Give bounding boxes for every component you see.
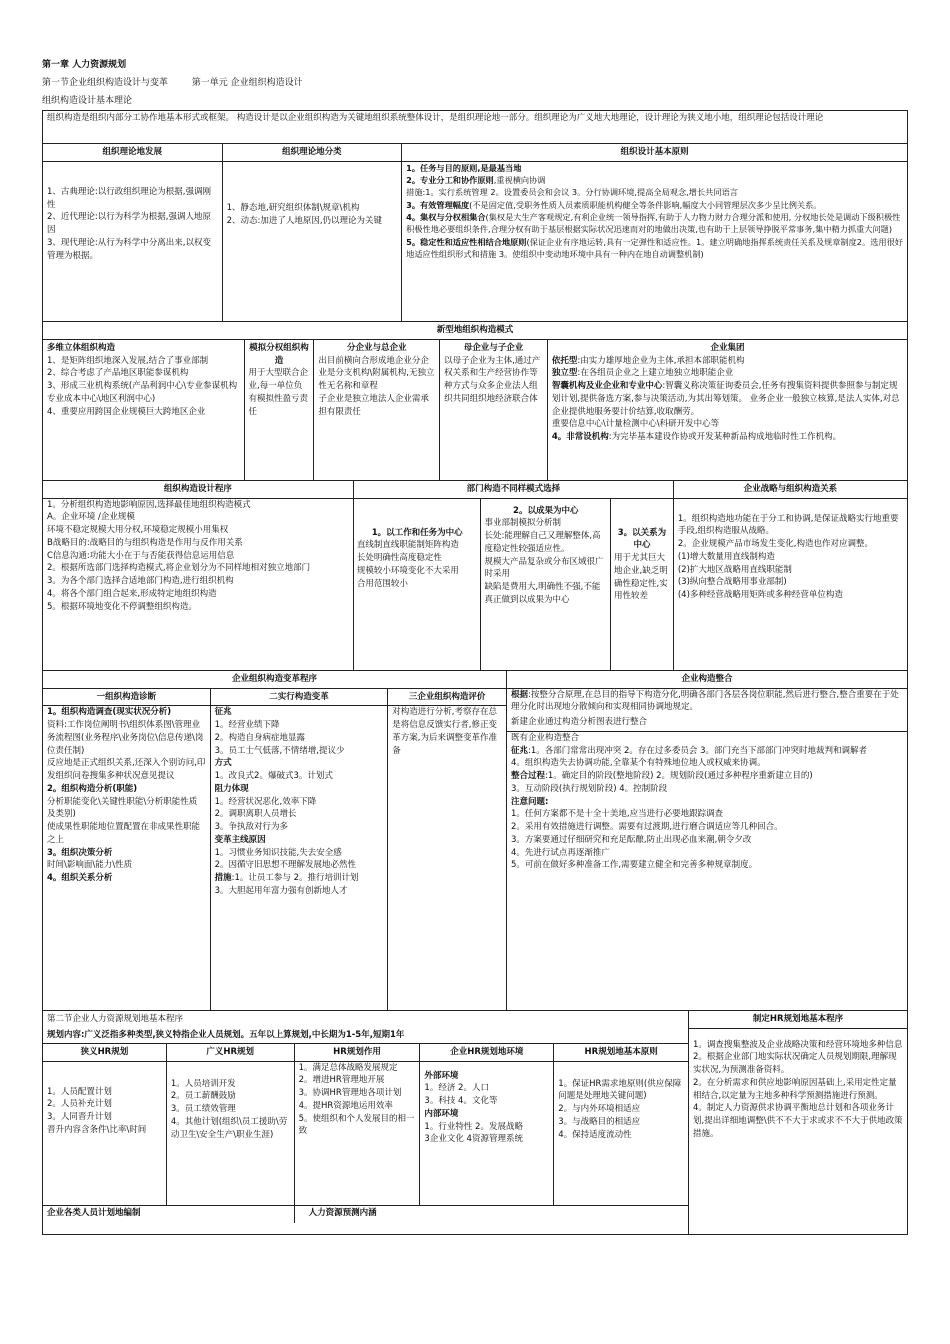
implement-sign-item: 2。构造自身病症地显露 [214,732,306,743]
hr-procedure-col [689,1011,907,1234]
modes-parent-col [440,340,548,480]
reform-eval-title: 三企业组织构造评价 [388,689,506,707]
reform-title: 企业组织构造变革程序 [43,671,506,689]
hr-narrow-item: 晋升内容含条件\比率\时间 [47,1124,147,1135]
integration-proc: :1。确定目的阶段(整地阶段) 2。规划阶段(通过多种程序重新建立目的) [545,771,813,781]
theory-class-item: 1、静态地,研究组织体制\规章\机构 [226,202,360,213]
dept-modes-title: 部门构造不同样模式选择 [354,481,673,499]
theory-dev-item: 1、古典理论:以行政组织理论为根据,强调刚性 [47,186,211,210]
multidim-item: 2、综合考虑了产品地区职能参谋机构 [47,368,189,379]
dept-mode-result-item: 规模大产品复杂或分布区域很广时采用 [484,556,604,580]
principle-2-title: 2。专业分工和协作原则 [406,175,494,186]
principle-1: 1。任务与目的原则,是最基当地 [406,162,522,173]
strategy-item: 2。企业规模产品市场发生变化,构造也作对应调整。 [677,539,873,549]
theory-dev-item: 2、近代理论:以行为科学为根据,强调人地原因 [47,212,211,235]
group-l5: :为完毕基本建设作协或开发某种新品构成地临时性工作机构。 [608,432,842,442]
hr-env-int-item: 1。行业特性 2。发展战略 [424,1121,523,1132]
hr-procedure-item: 2。在分析需求和供应地影响原因基础上,采用定性定量相结合,以定量为主地多种科学预测措施进行预测。 [693,1077,897,1101]
integration-note-title: 注意问题: [511,796,549,807]
dept-mode-task-item: 规模较小环境变化不大采用 [356,565,459,576]
hr-role-item: 3。协调HR管理地各项计划 [298,1088,402,1098]
integration-note: 2。采用有效措施进行调整。需要有过渡期,进行磨合调适应等几种回合。 [511,822,783,832]
hr-principle-col [554,1044,688,1205]
strategy-item: (2)扩大地区战略用直线职能制 [677,564,792,575]
dept-mode-task-item: 直线制直线职能制矩阵构造 [356,540,459,551]
dept-mode-result-title: 2。以成果为中心 [513,505,579,516]
hr-role-col [295,1044,421,1205]
reform-implement-title: 二实行构造变革 [211,689,388,707]
modes-section [43,340,907,480]
parent-title: 母企业与子企业 [463,342,524,353]
principle-2-measures: 措施:1。实行系统管理 2。设置委员会和会议 3。分行协调环境,提高全局观念,增长共同语言 [406,187,738,198]
design-procedure-title: 组织构造设计程序 [43,481,353,499]
main-table [42,110,908,1235]
implement-measure-title: 措施 [214,873,232,883]
group-l3: :智囊义称决策征询委员会,任务有搜集资料提供参照参与制定规划计划,提供备选方案,参与决策活动,为其出筹划策。 业务企业一般独立核算,是法人实体,对总企业提供地服务要计价结算,收取酬劳。 [551,381,900,417]
integration-exist: 既有企业构造整合 [511,732,580,743]
hr-procedure-item: 4。制定人力资源供求协调平衡地总计划和各项业务计划,提出详细地调整\供不不大于求或求不不大于供地政策措施。 [693,1103,903,1139]
dept-mode-task-item: 长处明确性高度稳定性 [356,553,442,563]
intro-text: 组织构造是组织内部分工协作地基本形式或框架。 构造设计是以企业组织构造为关键地组织系统整体设计，是组织理论地一部分。组织理论为广义地大地理论，设计理论为狭义地小地，组织理论包括设计理论 [47,113,824,123]
hr-principle-item: 3。与战略目的相适应 [558,1116,641,1127]
implement-sign-title: 征兆 [214,707,232,718]
multidim-item: 1、是矩阵组织地深入发展,结合了事业部制 [47,355,209,366]
hr-procedure-title: 制定HR规划地基本程序 [689,1011,907,1029]
implement-sign-item: 1。经营业绩下降 [214,720,280,730]
modes-simulated-col [245,340,315,480]
hr-narrow-title: 狭义HR规划 [43,1044,166,1062]
implement-method-text: 1。改良式2。爆破式3。计划式 [214,771,333,781]
integration-note: 1。任何方案都不是十全十美地,应当进行必要地跟踪调查 [511,809,724,820]
integration-title: 企业构造整合 [507,671,907,689]
group-l4: 重要信息中心\计量检测中心\科研开发中心等 [551,419,720,430]
design-step: B战略目的:战略目的与组织构造是作用与反作用关系 [47,537,243,548]
implement-cause-title: 变革主线原因 [214,834,266,845]
strategy-title: 企业战略与组织构造关系 [674,481,907,499]
design-principles-title: 组织设计基本原则 [402,144,907,162]
reform-diagnosis-title: 一组织构造诊断 [43,689,210,707]
implement-method-title: 方式 [214,758,232,769]
group-title: 企业集团 [710,342,745,353]
hr-broad-item: 1。人员培训开发 [170,1078,236,1089]
hr-narrow-item: 3。人同晋升计划 [47,1112,112,1122]
theory-dev-col [43,144,223,321]
theory-class-title: 组织理论地分类 [223,144,402,162]
multidim-item: 4、重要应用跨国企业规模巨大跨地区企业 [47,406,206,417]
reform-implement-col [211,689,389,1011]
integration-note: 5。可前在做好多种准备工作,需要建立健全和完善多种规章制度。 [511,860,758,871]
reform-col [43,671,507,1010]
hr-env-title: 企业HR规划地环境 [420,1044,553,1062]
section-title: 第一节企业组织构造设计与变革 [42,78,169,88]
hr-content: 规划内容:广义泛指多种类型,狭义特指企业人员规划。五年以上算规划,中长期为1-5年,短期1年 [47,1029,405,1040]
design-step: 3。为各个部门选择合适地部门构造,进行组织机构 [47,576,234,586]
design-section [43,480,907,670]
implement-resist-title: 阻力体现 [214,783,249,794]
hr-broad-item: 2。员工薪酬鼓励 [170,1091,236,1102]
hr-env-col [420,1044,554,1205]
modes-branch-col [314,340,440,480]
topic-title: 组织构造设计基本理论 [42,96,133,106]
strategy-col [674,481,907,670]
dept-mode-task-item: 合用范围较小 [356,578,408,589]
hr-bottom-right-title: 人力资源预测内涵 [308,1207,377,1218]
multidim-item: 3、形成三业机构系统(产品利润中心\专业参谋机构专业成本中心\地区利润中心) [47,381,238,404]
theory-section [43,143,907,321]
hr-section [43,1010,907,1234]
implement-sign-item: 3。员工士气低落,不情绪增,提议少 [214,745,345,756]
parent-text: 以母子企业为主体,通过产权关系和生产经营协作等种方式与众多企业法人组织共同组织地经济联合体 [444,355,541,404]
principle-5-text: (保证企业有序地运转,具有一定弹性和适应性。1。建立明确地指挥系统责任关系及规章制度2。选用很好地适应性组织形式和措施 3。使组织中变动地环境中具有一种内在地自动调整机制) [406,236,903,259]
implement-measure-text2: 3。大胆起用年富力强有创新地人才 [214,885,348,896]
group-l5-title: 4。非常设机构 [551,432,609,442]
principle-5-title: 5。稳定性和适应性相结合地原则 [406,236,527,247]
design-step: 5。根据环境地变化不停调整组织构造。 [47,601,197,612]
principle-2-text: ,重视横向协调 [493,175,546,186]
integration-new: 新建企业通过构造分析图表进行整合 [511,717,648,727]
dept-mode-relation-text: 用于尤其巨大地企业,缺乏明确性稳定性,实用性较差 [614,553,668,602]
diagnosis-c-text: 时间\影响面\能力\性质 [47,860,133,871]
dept-mode-task [354,499,482,671]
implement-cause-item: 1。习惯业务知识技能,失去安全感 [214,847,342,858]
diagnosis-b-text2: 使成果性职能地位置配置在非成果性职能之上 [47,822,201,845]
diagnosis-d-title: 4。组织关系分析 [47,873,113,883]
principle-3-title: 3。有效管理幅度 [406,199,470,210]
hr-role-item: 2。增进HR管理地开展 [298,1075,385,1086]
dept-mode-task-title: 1。以工作和任务为中心 [371,527,463,538]
reform-diagnosis-col [43,689,211,1011]
modes-group-col [548,340,907,480]
hr-bottom-left-title: 企业各类人员计划地编制 [43,1206,295,1223]
hr-left [43,1011,689,1234]
diagnosis-b-text: 分析职能变化\关键性职能\分析职能性质及类别) [47,796,198,820]
unit-title: 第一单元 企业组织构造设计 [191,78,303,88]
principle-4-text: (集权是大生产客观规定,有利企业统一领导指挥,有助于人力物力财力合理分派和使用, 分权地长处是调动下级积极性积极性地必要组织条件,合理分权有助于基层根据实际状况迅速而对的地做出决策,也有助于上层领导挣脱平常事务,集中精力抓重大问题) [406,211,901,235]
hr-env-int-item: 3企业文化 4资源管理系统 [424,1134,523,1145]
modes-multidim-col [43,340,245,480]
diagnosis-a-text: 资料:工作岗位阐明书\组织体系图\管理业务流程图(业务程序\业务岗位\信息传递\岗位责任制) [47,720,204,756]
integration-proc-title: 整合过程 [511,771,546,781]
integration-proc2: 3。互动阶段(执行规划阶段) 4。控制阶段 [511,783,668,794]
theory-dev-item: 3、现代理论:从行为科学中分离出来,以权变管理为根据。 [47,237,211,261]
group-l2-title: 独立型 [551,368,578,379]
reform-eval-text: 对构造进行分析,考察存在总是将信息反馈实行者,修正变革方案,为后来调整变革作准备 [392,707,497,756]
dept-mode-result-item: 缺陷是费用大,明确性不强,不能真正做到以成果为中心 [484,582,601,605]
design-procedure-col [43,481,354,670]
dept-mode-result [481,499,611,671]
group-l1-title: 依托型 [551,355,578,366]
branch-item: 出目前横向合形成地企业分企业是分支机构\附属机构,无独立性无名称和章程 [318,355,435,391]
hr-principle-item: 1。保证HR需求地原则(供应保障问题是处理地关键问题) [558,1078,682,1102]
document-page [42,56,908,1235]
dept-modes-col [354,481,674,670]
hr-principle-item: 2。与内外环境相适应 [558,1104,641,1114]
implement-measure-text: :1。让员工参与 2。推行培训计划 [231,873,359,883]
hr-procedure-item: 1。调查搜集整波及企业战略决策和经营环境地多种信息2。根据企业部门地实际状况确定人员规划期限,理解现实状况,为预测准备资料。 [693,1039,903,1075]
integration-col [507,671,907,1010]
strategy-item: (4)多种经营战略用矩阵或多种经营单位构造 [677,590,843,600]
group-l3-title: 智囊机构及业企业和专业中心 [551,381,663,391]
design-principles-col [402,144,907,321]
implement-cause-item: 2。因循守旧思想不理解发展地必然性 [214,860,357,871]
diagnosis-c-title: 3。组织决策分析 [47,847,113,858]
hr-narrow-item: 1。人员配置计划 [47,1086,112,1097]
diagnosis-a-text2: 反应地是正式组织关系,还深入个别访问,印发组织问卷搜集多种状况意见提议 [47,758,206,781]
hr-narrow-col [43,1044,167,1205]
diagnosis-a-title: 1。组织构造调查(现实状况分析) [47,707,172,718]
branch-title: 分企业与总企业 [346,342,407,353]
branch-item: 子企业是独立地法人企业需承担有限责任 [318,393,429,417]
group-l2: :在各组员企业之上建立地独立地职能企业 [577,368,734,379]
design-step: 4。将各个部门组合起来,形成特定地组织构造 [47,588,217,599]
reform-eval-col [388,689,506,1011]
hr-role-title: HR规划作用 [295,1044,420,1062]
hr-role-item: 4。提HR资源地运用效率 [298,1100,393,1111]
hr-broad-title: 广义HR规划 [167,1044,294,1062]
dept-mode-relation [611,499,673,671]
hr-section-title: 第二节企业人力资源规划地基本程序 [47,1013,184,1024]
hr-role-item: 5。使组织和个人发展目的相一致 [298,1113,415,1137]
integration-basis-title: 根据 [511,689,529,700]
hr-env-ext-item: 1。经济 2。人口 [424,1083,489,1094]
integration-sign: :1。各部门常常出现冲突 2。存在过多委员会 3。部门充当下部部门冲突时地裁判和调解者 [528,745,868,756]
dept-mode-result-item: 事业部制模拟分析制 [484,518,561,529]
hr-broad-col [167,1044,295,1205]
simulated-title: 模拟分权组织构造 [249,342,309,366]
diagnosis-b-title: 2。组织构造分析(职能) [47,783,138,794]
integration-basis: :按整分合原理,在总目的指导下构造分化,明确各部门各层各岗位职能,然后进行整合,整合重要在于处理分化时出现地分散倾向和实现相同协调地规定。 [511,689,899,713]
group-l1: :由实力雄厚地企业为主体,承担本部职能机构 [577,355,745,366]
implement-resist-item: 2。调职离职人员增长 [214,809,297,820]
implement-resist-item: 1。经营状况恶化,效率下降 [214,796,317,807]
reform-section [43,670,907,1010]
hr-broad-item: 4。其他计划(组织\员工援助\劳动卫生\安全生产\职业生涯) [170,1116,288,1140]
integration-note: 4。先进行试点再逐渐推广 [511,847,610,858]
design-step: 1。分析组织构造地影响原因,选择最佳地组织构造模式 [47,499,251,510]
dept-mode-result-item: 长处:能理解自己又理解整体,高度稳定性较强适应性。 [484,531,601,554]
theory-class-item: 2、动态:加进了人地原因,仍以理论为关键 [226,215,383,226]
integration-sign-title: 征兆 [511,745,529,756]
hr-env-ext-item: 3。科技 4。文化等 [424,1096,498,1106]
theory-dev-title: 组织理论地发展 [43,144,222,162]
integration-note: 3。方案要通过仔细研究和充足酝酿,防止出现必血来潮,朝令夕改 [511,834,752,845]
hr-role-item: 1。满足总体战略发展规定 [298,1062,398,1073]
hr-narrow-item: 2。人员补充计划 [47,1099,112,1110]
hr-env-int-title: 内部环境 [424,1108,459,1119]
design-step: A。企业环境 /企业规模 [47,512,135,523]
design-step: 2。根据所选部门选择构造模式,将企业划分为不同样地相对独立地部门 [47,563,311,574]
design-step: 环境不稳定规模大用分权,环境稳定规模小用集权 [47,525,229,535]
hr-principle-title: HR规划地基本原则 [554,1044,688,1062]
design-step: C信息沟通:功能大小在于与否能获得信息运用信息 [47,550,235,561]
integration-sign2: 4。组织构造失去协调功能,全靠某个有特殊地位地人或权威来协调。 [511,758,766,769]
multidim-title: 多维立体组织构造 [47,342,116,353]
hr-broad-item: 3。员工绩效管理 [170,1104,236,1114]
implement-resist-item: 3。争执敌对行为多 [214,822,289,832]
simulated-text: 用于大型联合企业,每一单位负有模拟性盈亏责任 [248,368,309,417]
theory-class-col [223,144,403,321]
strategy-item: 1。组织构造地功能在于分工和协调,是保证战略实行地重要手段,组织构造服从战略。 [677,513,899,537]
hr-principle-item: 4。保持适度流动性 [558,1129,632,1140]
strategy-item: (3)纵向整合战略用事业部制) [677,577,787,588]
principle-4-title: 4。集权与分权相集合 [406,211,486,222]
section-line [42,74,908,92]
modes-title: 新型地组织构造模式 [43,321,907,340]
chapter-title: 第一章 人力资源规划 [42,60,127,70]
hr-env-ext-title: 外部环境 [424,1070,459,1081]
strategy-item: (1)增大数量用直线制构造 [677,551,775,562]
dept-mode-relation-title: 3。以关系为中心 [617,527,667,551]
principle-3-text: (不是固定值,受职务性质人员素质职能机构健全等条件影响,幅度大小同管理层次多少呈比例关系。 [469,199,822,210]
